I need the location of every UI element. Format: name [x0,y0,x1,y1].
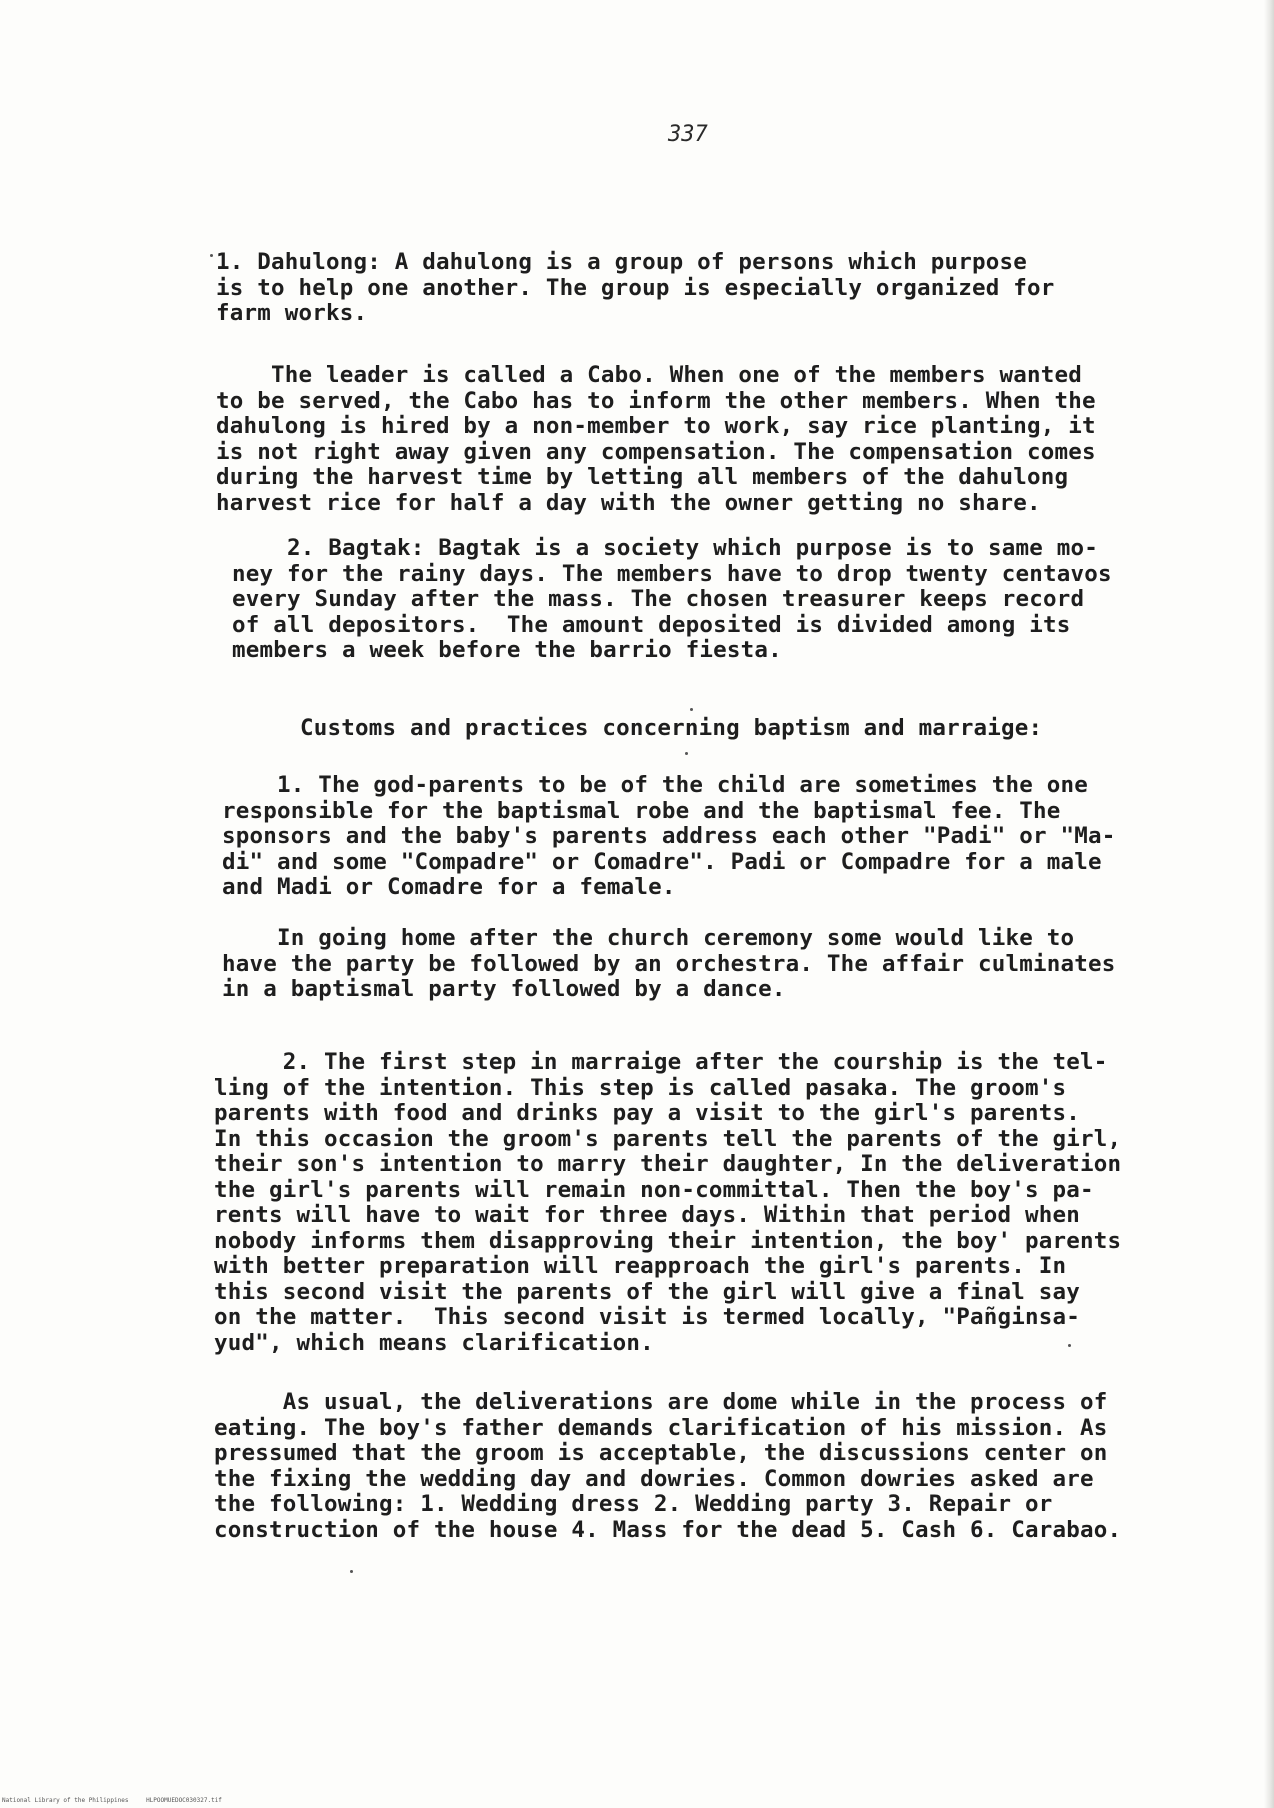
footer-filename: HLPOOMUEDOC030327.tif [146,1797,222,1804]
paragraph-god-parents: 1. The god-parents to be of the child are sometimes the one responsible for the baptismal robe and the baptismal fee. The sponsors and the baby's parents address each other "Padi" or "Ma- di" and some "Compadre" or Comadre". Padi or Compadre for a male and Madi or Comadre for a female. [222,772,1116,900]
paragraph-church-ceremony: In going home after the church ceremony some would like to have the party be followed by an orchestra. The affair culminates in a baptismal party followed by a dance. [222,925,1116,1002]
paragraph-dahulong: 1. Dahulong: A dahulong is a group of persons which purpose is to help one another. The group is especially organized for farm works. [216,249,1055,326]
page-number: 337 [668,122,708,147]
paragraph-marriage-pasaka: 2. The first step in marraige after the courship is the tel- ling of the intention. This step is called pasaka. The groom's parents with food and drinks pay a visit to the girl's parents. In this occasion the groom's parents tell the parents of the girl, their son's intention to marry their daughter, In the deliveration the girl's parents will remain non-committal. Then the boy's pa- rents will have to wait for three days. Within that period when nobody informs them disapproving their intention, the boy' parents with better preparation will reapproach the girl's parents. In this second visit the parents of the girl will give a final say on the matter. This second visit is termed locally, "Pañginsa- yud", which means clarification. [214,1049,1122,1356]
paragraph-bagtak: 2. Bagtak: Bagtak is a society which purpose is to same mo- ney for the rainy days. The members have to drop twenty centavos every Sunday after the mass. The chosen treasurer keeps record of all depositors. The amount deposited is divided among its members a week before the barrio fiesta. [232,535,1112,663]
paragraph-cabo: The leader is called a Cabo. When one of the members wanted to be served, the Cabo has to inform the other members. When the dahulong is hired by a non-member to work, say rice planting, it is not right away given any compensation. The compensation comes during the harvest time by letting all members of the dahulong harvest rice for half a day with the owner getting no share. [216,362,1096,516]
page-edge [1264,0,1274,1808]
scan-speck [690,708,693,711]
paragraph-dowries: As usual, the deliverations are dome while in the process of eating. The boy's father demands clarification of his mission. As pressumed that the groom is acceptable, the discussions center on the fixing the wedding day and dowries. Common dowries asked are the following: 1. Wedding dress 2. Wedding party 3. Repair or construction of the house 4. Mass for the dead 5. Cash 6. Carabao. [214,1389,1122,1543]
scan-footer [2,1797,402,1807]
scan-speck [1068,1344,1071,1347]
scan-speck [350,1570,353,1573]
scan-speck [685,752,688,755]
scan-speck [210,254,213,257]
section-heading: Customs and practices concerning baptism and marraige: [300,715,1043,741]
footer-library: National Library of the Philippines [2,1797,129,1804]
